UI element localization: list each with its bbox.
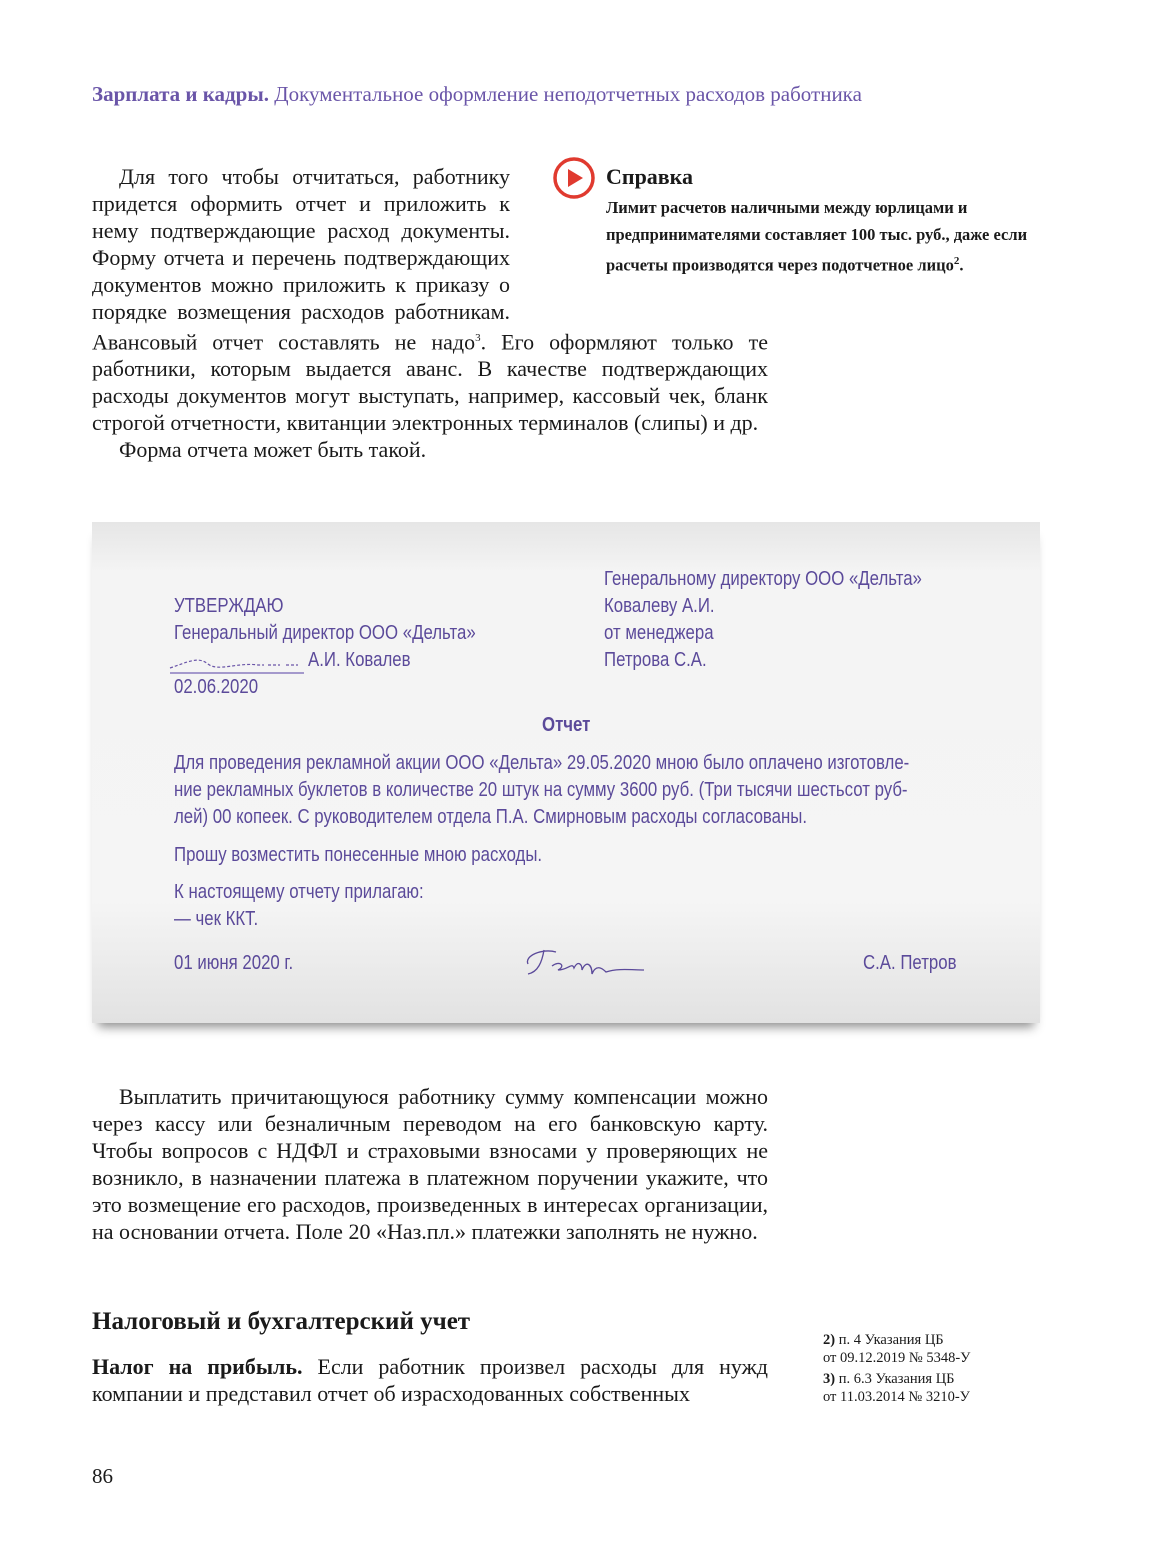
section-heading: Налоговый и бухгалтерский учет	[92, 1308, 471, 1335]
payment-paragraph: Выплатить причитающуюся работнику сумму компенсации можно через кассу или безналичным переводом на его банковскую карту. Чтобы вопросов с НДФЛ и страховыми взносами у проверяющих не возникло, в назначении платежа в платежном поручении укажите, что это возмещение его расходов, произведенных в интересах организации, на основании отчета. Поле 20 «Наз.пл.» платежки заполнять не нужно.	[92, 1084, 768, 1244]
approve-label: УТВЕРЖДАЮ	[174, 595, 284, 617]
report-date: 01 июня 2020 г.	[174, 952, 294, 974]
attachment-item: — чек ККТ.	[174, 908, 259, 930]
addressee-line: Генеральному директору ООО «Дельта»	[604, 568, 922, 590]
body-line: ние рекламных буклетов в количестве 20 штук на сумму 3600 руб. (Три тысячи шестьсот руб-	[174, 779, 908, 801]
addressee-name: Ковалеву А.И.	[604, 595, 715, 617]
sender-line: от менеджера	[604, 622, 714, 644]
approve-date: 02.06.2020	[174, 676, 259, 698]
header-title: Документальное оформление неподотчетных расходов работника	[274, 82, 862, 106]
document-title: Отчет	[542, 714, 591, 736]
running-header	[92, 82, 862, 107]
employee-signature	[522, 934, 650, 984]
footnote: 2) п. 4 Указания ЦБ от 09.12.2019 № 5348-У	[823, 1332, 971, 1366]
approver-name: А.И. Ковалев	[308, 649, 411, 671]
profit-tax-paragraph: Налог на прибыль. Если работник произвел расходы для нужд компании и представил отчет об израсходованных собственных	[92, 1354, 769, 1406]
attachment-label: К настоящему отчету прилагаю:	[174, 881, 424, 903]
body-line: Для проведения рекламной акции ООО «Дельта» 29.05.2020 мною было оплачено изготовле-	[174, 752, 910, 774]
request-line: Прошу возместить понесенные мною расходы.	[174, 844, 543, 866]
approver-title: Генеральный директор ООО «Дельта»	[174, 622, 476, 644]
body-line: лей) 00 копеек. С руководителем отдела П.А. Смирновым расходы согласованы.	[174, 806, 808, 828]
signer-name: С.А. Петров	[863, 952, 957, 974]
note-text: Лимит расчетов наличными между юрлицами и предпринимателями составляет 100 тыс. руб., даже если расчеты производятся через подотчетное лицо$^2$.	[606, 198, 1028, 275]
intro-paragraph: Для того чтобы отчитаться, работнику придется оформить отчет и приложить к нему подтверждающие расход документы. Форму отчета и перечень подтверждающих документов можно приложить к приказу о порядке возмещения расходов работникам. Авансовый отчет составлять не надо$^3$. Его оформляют только те работники, которым выдается аванс. В качестве подтверждающих расходы документов могут выступать, например, кассовый чек, бланк строгой отчетности, квитанции электронных терминалов (слипы) и др.	[92, 164, 768, 436]
sender-name: Петрова С.А.	[604, 649, 707, 671]
intro-paragraph-2: Форма отчета может быть такой.	[119, 437, 427, 463]
page-number: 86	[92, 1464, 113, 1488]
footnote: 3) п. 6.3 Указания ЦБ от 11.03.2014 № 3210-У	[823, 1371, 970, 1405]
report-form-sample	[92, 522, 1040, 1023]
play-icon	[552, 156, 596, 200]
director-signature	[168, 650, 308, 676]
header-section: Зарплата и кадры.	[92, 82, 270, 106]
note-title: Справка	[606, 164, 694, 189]
